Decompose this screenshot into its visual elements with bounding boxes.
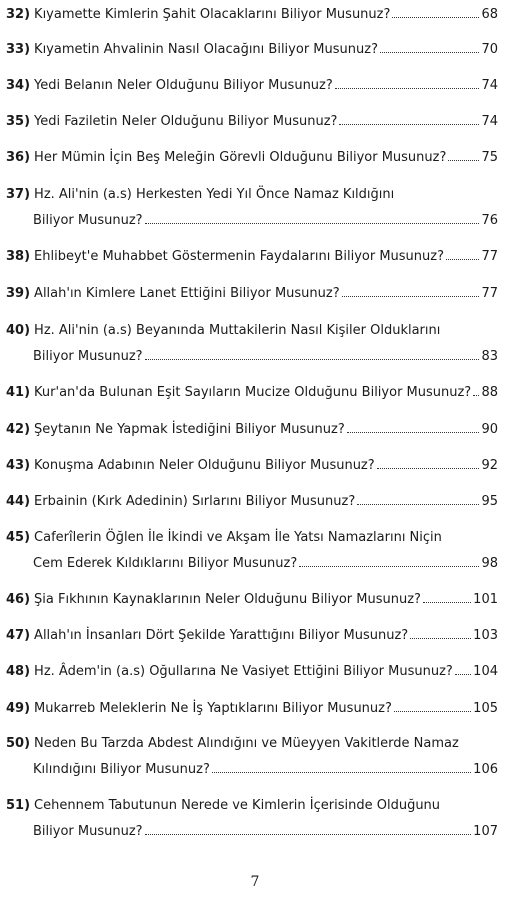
toc-entry-number: 47) xyxy=(6,628,31,643)
toc-entry xyxy=(6,145,498,171)
toc-entry-title: Ehlibeyt'e Muhabbet Göstermenin Faydalarını Biliyor Musunuz? xyxy=(34,249,444,264)
dot-leader xyxy=(377,468,480,469)
dot-leader xyxy=(335,88,480,89)
toc-entry-number: 33) xyxy=(6,42,31,57)
toc-entry-line xyxy=(6,819,498,845)
toc-entry-page: 95 xyxy=(481,494,498,509)
toc-entry-title: Allah'ın İnsanları Dört Şekilde Yarattığını Biliyor Musunuz? xyxy=(34,628,409,643)
toc-entry-number: 46) xyxy=(6,592,31,607)
toc-entry-line xyxy=(6,318,498,344)
toc-entry-title: Hz. Âdem'in (a.s) Oğullarına Ne Vasiyet Ettiğini Biliyor Musunuz? xyxy=(34,664,453,679)
toc-entry-line xyxy=(6,73,498,99)
dot-leader xyxy=(342,296,480,297)
toc-entry-title: Yedi Belanın Neler Olduğunu Biliyor Musunuz? xyxy=(34,78,333,93)
toc-entry-number: 42) xyxy=(6,422,31,437)
toc-entry-line xyxy=(6,244,498,270)
toc-entry-number: 48) xyxy=(6,664,31,679)
toc-entry-line xyxy=(6,417,498,443)
toc-entry-title: Biliyor Musunuz? xyxy=(33,349,143,364)
toc-entry-page: 77 xyxy=(481,286,498,301)
toc-entry-page: 75 xyxy=(481,150,498,165)
toc-entry-title: Biliyor Musunuz? xyxy=(33,213,143,228)
toc-entry-line xyxy=(6,587,498,613)
toc-entry-title: Şia Fıkhının Kaynaklarının Neler Olduğunu Biliyor Musunuz? xyxy=(34,592,421,607)
toc-entry-line xyxy=(6,696,498,722)
toc-entry-number: 49) xyxy=(6,701,31,716)
toc-entry-line xyxy=(6,208,498,234)
toc-entry-line xyxy=(6,623,498,649)
toc-entry-page: 92 xyxy=(481,458,498,473)
toc-entry-title: Neden Bu Tarzda Abdest Alındığını ve Müeyyen Vakitlerde Namaz xyxy=(34,736,459,751)
toc-entry xyxy=(6,623,498,649)
toc-entry-title: Yedi Faziletin Neler Olduğunu Biliyor Musunuz? xyxy=(34,114,338,129)
toc-entry-page: 77 xyxy=(481,249,498,264)
toc-entry-line xyxy=(6,525,498,551)
toc-entry-page: 74 xyxy=(481,114,498,129)
dot-leader xyxy=(347,432,480,433)
toc-entry-page: 101 xyxy=(473,592,498,607)
toc-entry-title: Kıyamette Kimlerin Şahit Olacaklarını Biliyor Musunuz? xyxy=(34,7,391,22)
toc-entry-page: 106 xyxy=(473,762,498,777)
dot-leader xyxy=(410,638,471,639)
toc-entry-page: 105 xyxy=(473,701,498,716)
toc-entry-number: 35) xyxy=(6,114,31,129)
toc-entry-line xyxy=(6,793,498,819)
toc-entry-page: 74 xyxy=(481,78,498,93)
toc-entry-number: 32) xyxy=(6,7,31,22)
toc-entry-page: 70 xyxy=(481,42,498,57)
toc-entry-line xyxy=(6,551,498,577)
toc-entry-number: 44) xyxy=(6,494,31,509)
toc-entry-line xyxy=(6,731,498,757)
toc-entry xyxy=(6,731,498,783)
toc-entry xyxy=(6,182,498,234)
toc-entry-number: 41) xyxy=(6,385,31,400)
toc-entry-line xyxy=(6,281,498,307)
dot-leader xyxy=(446,259,479,260)
toc-entry xyxy=(6,281,498,307)
toc-entry xyxy=(6,489,498,515)
toc-entry xyxy=(6,2,498,28)
toc-entry-title: Kur'an'da Bulunan Eşit Sayıların Mucize Olduğunu Biliyor Musunuz? xyxy=(34,385,472,400)
toc-entry-number: 45) xyxy=(6,530,31,545)
toc-entry-title: Şeytanın Ne Yapmak İstediğini Biliyor Musunuz? xyxy=(34,422,345,437)
toc-entry-page: 83 xyxy=(481,349,498,364)
toc-entry-page: 68 xyxy=(481,7,498,22)
toc-entry-title: Kıyametin Ahvalinin Nasıl Olacağını Biliyor Musunuz? xyxy=(34,42,378,57)
page-number: 7 xyxy=(250,874,260,890)
toc-entry-line xyxy=(6,757,498,783)
dot-leader xyxy=(380,52,479,53)
toc-entry xyxy=(6,37,498,63)
toc-entry xyxy=(6,453,498,479)
dot-leader xyxy=(357,504,479,505)
dot-leader xyxy=(212,772,471,773)
toc-entry-page: 76 xyxy=(481,213,498,228)
toc-entry-number: 36) xyxy=(6,150,31,165)
dot-leader xyxy=(423,602,471,603)
toc-entry-title: Erbainin (Kırk Adedinin) Sırlarını Biliyor Musunuz? xyxy=(34,494,356,509)
toc-entry-line xyxy=(6,182,498,208)
toc-entry-number: 40) xyxy=(6,323,31,338)
toc-entry-title: Mukarreb Meleklerin Ne İş Yaptıklarını Biliyor Musunuz? xyxy=(34,701,392,716)
toc-entry-number: 39) xyxy=(6,286,31,301)
toc-entry-title: Caferîlerin Öğlen İle İkindi ve Akşam İle Yatsı Namazlarını Niçin xyxy=(34,530,442,545)
toc-entry-title: Her Mümin İçin Beş Meleğin Görevli Olduğunu Biliyor Musunuz? xyxy=(34,150,447,165)
dot-leader xyxy=(394,711,471,712)
dot-leader xyxy=(455,674,471,675)
toc-entry-title: Kılındığını Biliyor Musunuz? xyxy=(33,762,210,777)
toc-entry-line xyxy=(6,109,498,135)
toc-entry-page: 90 xyxy=(481,422,498,437)
toc-entry-title: Hz. Ali'nin (a.s) Herkesten Yedi Yıl Önce Namaz Kıldığını xyxy=(34,187,395,202)
dot-leader xyxy=(145,834,472,835)
toc-entry-number: 50) xyxy=(6,736,31,751)
toc-entry-title: Konuşma Adabının Neler Olduğunu Biliyor Musunuz? xyxy=(34,458,375,473)
toc-entry-line xyxy=(6,453,498,479)
dot-leader xyxy=(299,566,479,567)
toc-entry-title: Allah'ın Kimlere Lanet Ettiğini Biliyor Musunuz? xyxy=(34,286,340,301)
dot-leader xyxy=(145,359,480,360)
toc-entry-page: 103 xyxy=(473,628,498,643)
toc-entry-title: Hz. Ali'nin (a.s) Beyanında Muttakilerin Nasıl Kişiler Olduklarını xyxy=(34,323,441,338)
toc-entry-line xyxy=(6,2,498,28)
toc-entry xyxy=(6,417,498,443)
dot-leader xyxy=(339,124,479,125)
toc-entry xyxy=(6,525,498,577)
toc-entry xyxy=(6,587,498,613)
toc-entry-number: 38) xyxy=(6,249,31,264)
toc-entry-title: Biliyor Musunuz? xyxy=(33,824,143,839)
toc-entry xyxy=(6,659,498,685)
toc-entry-line xyxy=(6,380,498,406)
toc-entry-number: 51) xyxy=(6,798,31,813)
dot-leader xyxy=(448,160,479,161)
toc-entry-title: Cehennem Tabutunun Nerede ve Kimlerin İçerisinde Olduğunu xyxy=(34,798,441,813)
toc-entry xyxy=(6,109,498,135)
toc-entry-number: 43) xyxy=(6,458,31,473)
toc-entry xyxy=(6,73,498,99)
toc-entry-line xyxy=(6,659,498,685)
toc-entry xyxy=(6,244,498,270)
toc-entry xyxy=(6,380,498,406)
dot-leader xyxy=(473,395,479,396)
toc-entry-line xyxy=(6,489,498,515)
toc-entry-line xyxy=(6,37,498,63)
toc-entry-page: 88 xyxy=(481,385,498,400)
toc-entry-line xyxy=(6,145,498,171)
dot-leader xyxy=(392,17,479,18)
dot-leader xyxy=(145,223,480,224)
toc-entry xyxy=(6,696,498,722)
toc-entry-number: 34) xyxy=(6,78,31,93)
toc-entry xyxy=(6,318,498,370)
toc-entry-line xyxy=(6,344,498,370)
toc-entry-page: 104 xyxy=(473,664,498,679)
toc-entry-page: 98 xyxy=(481,556,498,571)
toc-entry-title: Cem Ederek Kıldıklarını Biliyor Musunuz? xyxy=(33,556,298,571)
toc-entry xyxy=(6,793,498,845)
toc-entry-number: 37) xyxy=(6,187,31,202)
toc-entry-page: 107 xyxy=(473,824,498,839)
